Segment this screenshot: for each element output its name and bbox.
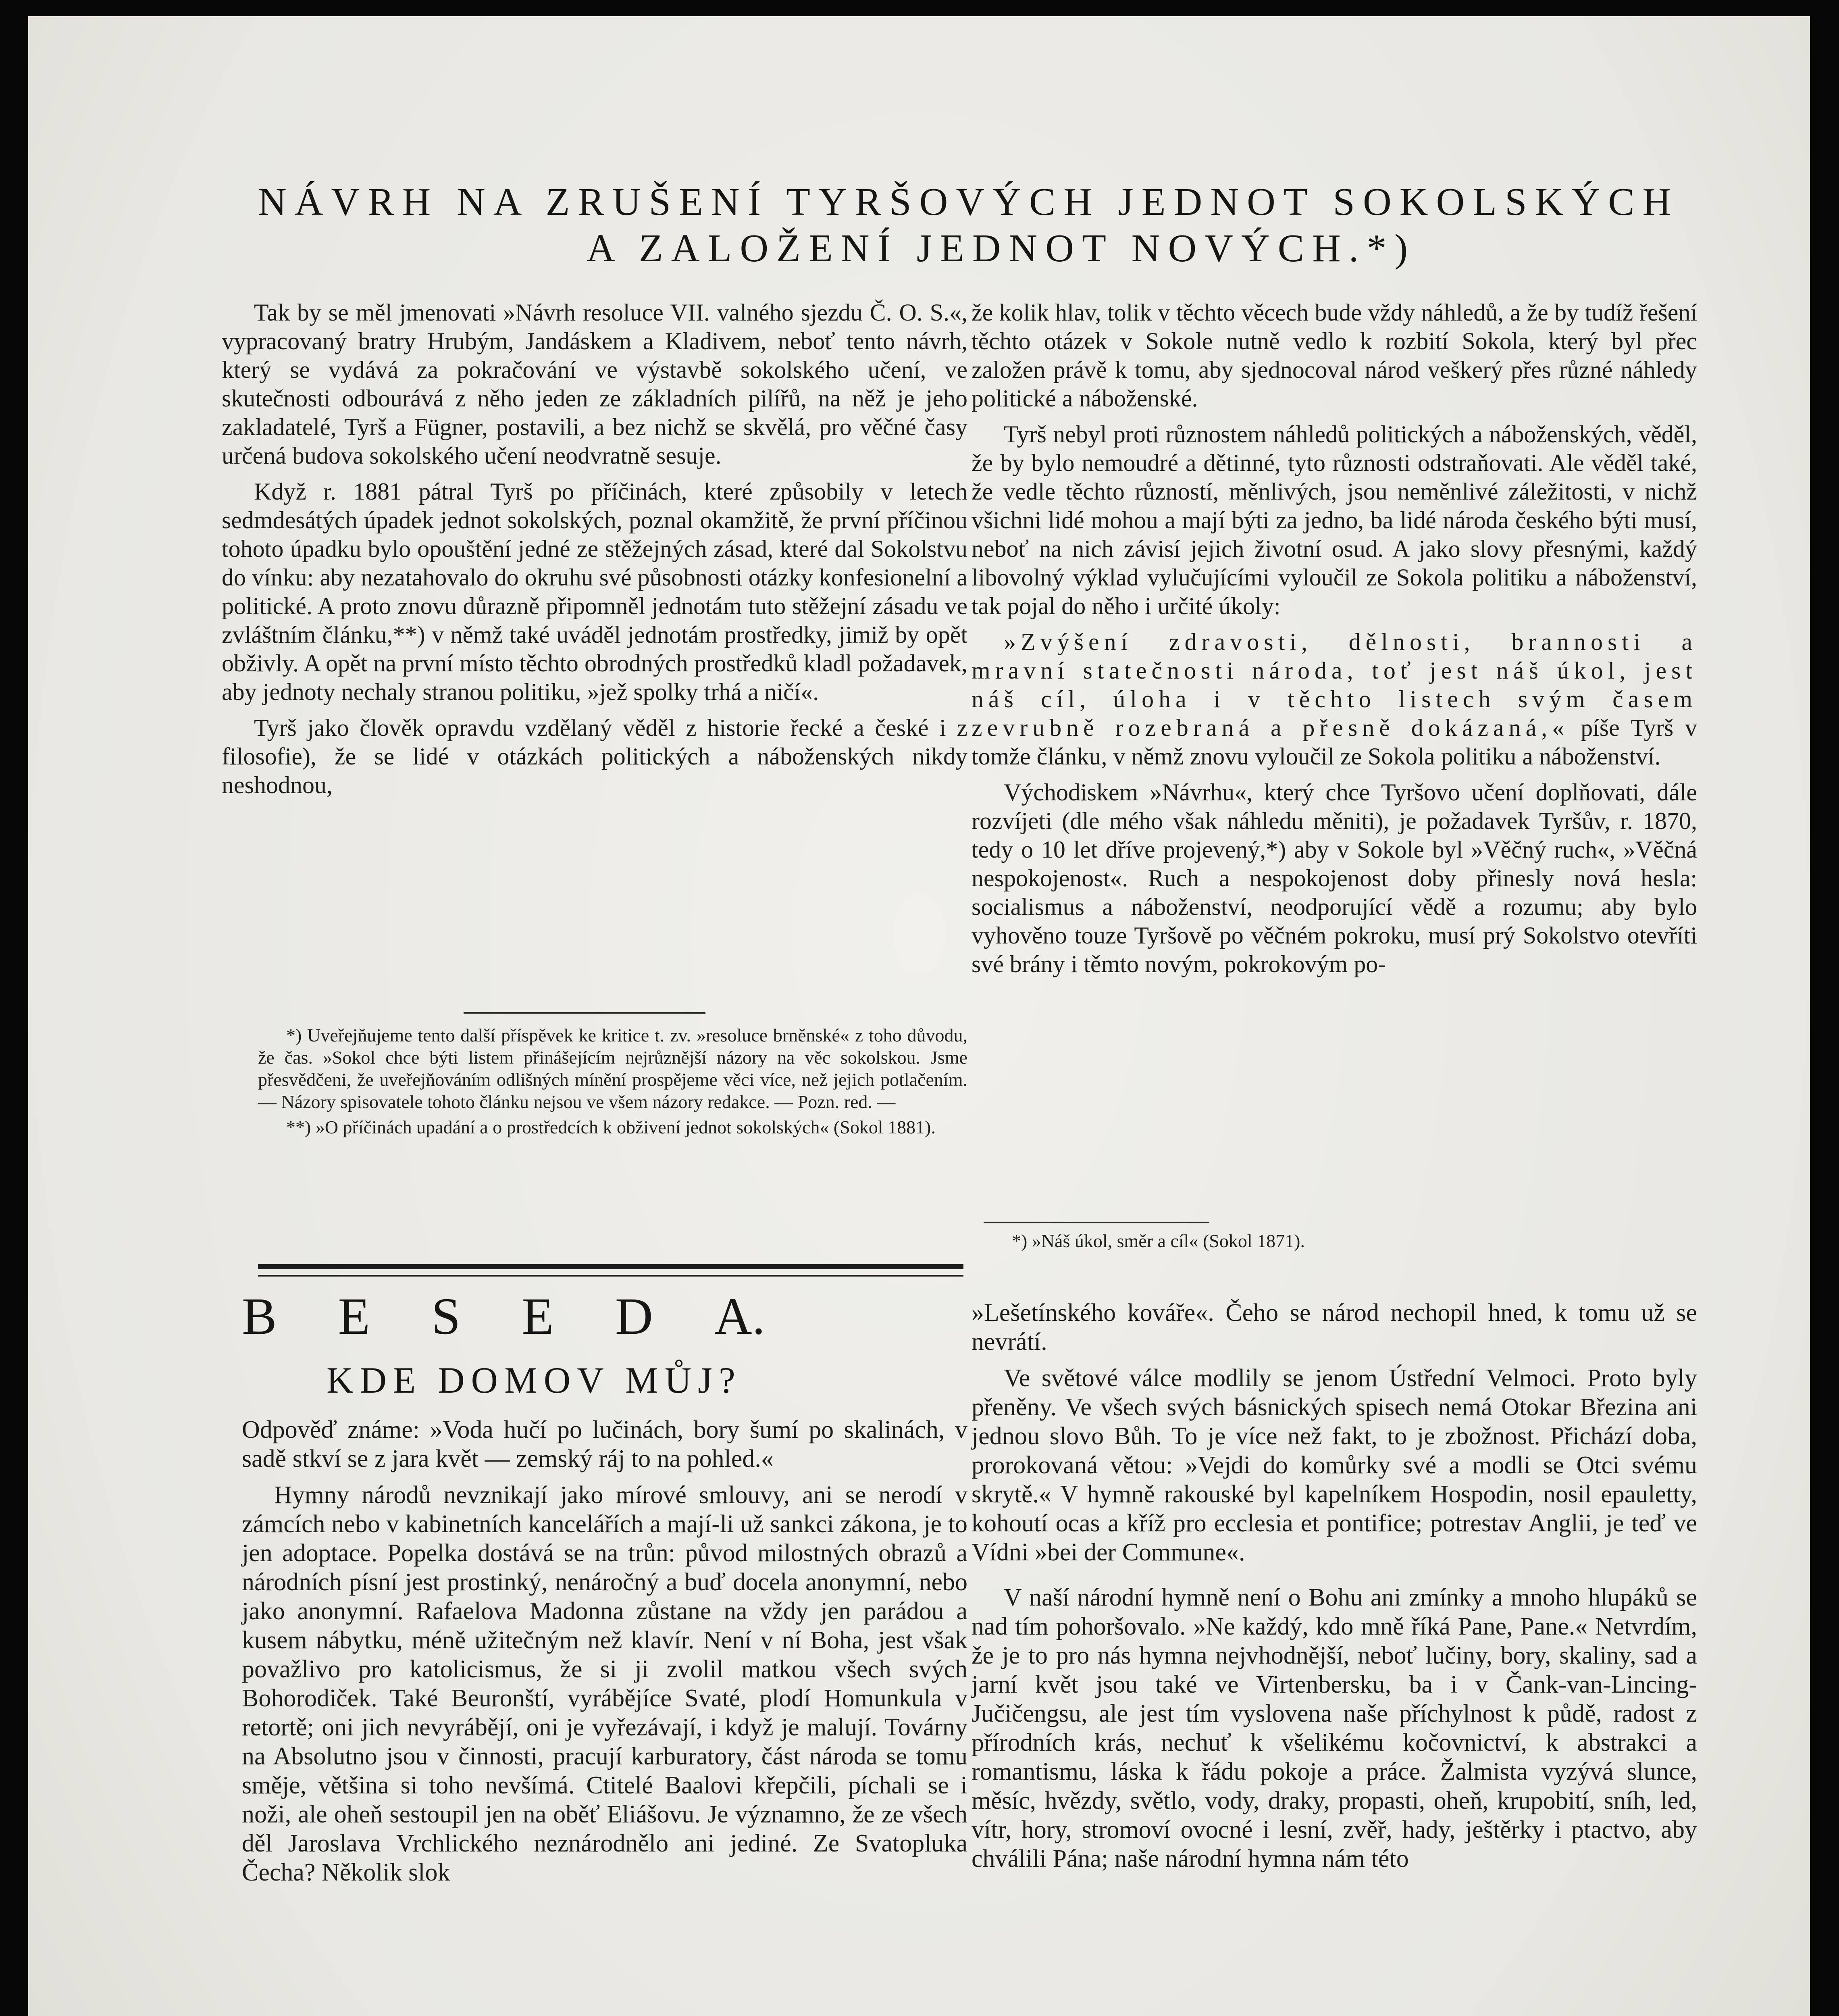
article-title-line-1: NÁVRH NA ZRUŠENÍ TYRŠOVÝCH JEDNOT SOKOLSKÝCH <box>258 180 1679 224</box>
article-paragraph: že kolik hlav, tolik v těchto věcech bude vždy náhledů, a že by tudíž řešení těchto otázek v Sokole nutně vedlo k rozbití Sokola, který byl přec založen právě k tomu, aby sjednocoval národ veškerý přes různé náhledy politické a náboženské. <box>972 299 1697 412</box>
footnote: *) »Náš úkol, směr a cíl« (Sokol 1871). <box>1012 1231 1305 1251</box>
footnote: **) »O příčinách upadání a o prostředcích k obživení jednot sokolských« (Sokol 1881). <box>286 1117 936 1137</box>
article-paragraph: Východiskem »Návrhu«, který chce Tyršovo učení doplňovati, dále rozvíjeti (dle mého však náhledu měniti), je požadavek Tyršův, r. 1870, tedy o 10 let dříve projevený,*) aby v Sokole byl »Věčný ruch«, »Věčná nespokojenost«. Ruch a nespokojenost doby přinesly nová hesla: socialismus a náboženství, neodporující vědě a rozumu; aby bylo vyhověno touze Tyršově po věčném pokroku, musí prý Sokolstvo otevříti své brány i těmto novým, pokrokovým po- <box>972 779 1697 977</box>
quote-tail-text: píše Tyrš v tomže článku, v němž znovu vyloučil ze Sokola politiku a náboženství. <box>972 714 1698 770</box>
article-right-column <box>972 298 1697 986</box>
beseda-left-column <box>242 1415 967 1894</box>
beseda-subtitle: KDE DOMOV MŮJ? <box>327 1360 742 1401</box>
beseda-right-column <box>972 1298 1697 1881</box>
article-paragraph: Tyrš jako člověk opravdu vzdělaný věděl z historie řecké a české i z filosofie), že se lidé v otázkách politických a náboženských nikdy neshodnou, <box>222 714 967 798</box>
article-paragraph: Tak by se měl jmenovati »Návrh resoluce VII. valného sjezdu Č. O. S.«, vypracovaný bratry Hrubým, Jandáskem a Kladivem, neboť tento návrh, který se vydává za pokračování ve výstavbě sokolského učení, ve skutečnosti odbourává z něho jeden ze základních pilířů, na něž je jeho zakladatelé, Tyrš a Fügner, postavili, a bez nichž se skvělá, pro věčné časy určená budova sokolského učení neodvratně sesuje. <box>222 299 967 469</box>
heading-letter: B <box>242 1287 277 1345</box>
section-rule-thin <box>258 1275 963 1277</box>
heading-letter: A. <box>714 1287 766 1345</box>
article-title-line-2: A ZALOŽENÍ JEDNOT NOVÝCH.*) <box>587 227 1416 270</box>
footnote-divider <box>464 1012 705 1014</box>
article-quote <box>972 628 1697 771</box>
heading-letter: E <box>522 1287 554 1345</box>
beseda-paragraph: Hymny národů nevznikají jako mírové smlouvy, ani se nerodí v zámcích nebo v kabinetních kancelářích a mají-li už sankci zákona, je to jen adoptace. Popelka dostává se na trůn: původ milostných obrazů a národních písní jest prostinký, nenáročný a buď docela anonymní, nebo jako anonymní. Rafaelova Madonna zůstane na vždy jen parádou a kusem nábytku, méně užitečným než klavír. Není v ní Boha, jest však považlivo pro katolicismus, že si ji zvolil matkou všech svých Bohorodiček. Také Beuronští, vyrábějíce Svaté, plodí Homunkula v retortě; oni jich nevyrábějí, oni je vyřezávají, i když je malují. Továrny na Absolutno jsou v činnosti, pracují karburatory, část národa se tomu směje, většina si toho nevšímá. Ctitelé Baalovi křepčili, píchali se i noži, ale oheň sestoupil jen na oběť Eliášovu. Je významno, že ze všech děl Jaroslava Vrchlického neznárodnělo ani jediné. Ze Svatopluka Čecha? Několik slok <box>242 1481 967 1886</box>
heading-letter: D <box>615 1287 653 1345</box>
section-rule-thick <box>258 1264 963 1269</box>
article-left-column <box>222 298 967 807</box>
article-left-footnotes <box>258 1024 967 1141</box>
heading-letter: S <box>431 1287 461 1345</box>
footnote-divider <box>984 1222 1209 1223</box>
heading-letter: E <box>338 1287 370 1345</box>
article-paragraph: Tyrš nebyl proti různostem náhledů politických a náboženských, věděl, že by bylo nemoudré a dětinné, tyto různosti odstraňovati. Ale věděl také, že vedle těchto růzností, měnlivých, jsou neměnlivé záležitosti, v nichž všichni lidé mohou a mají býti za jedno, ba lidé národa českého býti musí, neboť na nich závisí jejich životní osud. A jako slovy přesnými, každý libovolný výklad vylučujícími vyloučil ze Sokola politiku a náboženství, tak pojal do něho i určité úkoly: <box>972 421 1697 619</box>
beseda-paragraph: Odpověď známe: »Voda hučí po lučinách, bory šumí po skalinách, v sadě stkví se z jara květ — zemský ráj to na pohled.« <box>242 1416 967 1472</box>
newspaper-page <box>28 16 1810 2016</box>
beseda-paragraph: Ve světové válce modlily se jenom Ústřední Velmoci. Proto byly přeněny. Ve všech svých básnických spisech nemá Otokar Březina ani jednou slovo Bůh. To je více než fakt, to je zbožnost. Přichází doba, prorokovaná větou: »Vejdi do komůrky své a modli se Otci svému skrytě.« V hymně rakouské byl kapelníkem Hospodin, nosil epauletty, kohoutí ocas a kříž pro ecclesia et pontifice; potrestav Anglii, je teď ve Vídni »bei der Commune«. <box>972 1364 1697 1566</box>
article-paragraph: Když r. 1881 pátral Tyrš po příčinách, které způsobily v letech sedmdesátých úpadek jednot sokolských, poznal okamžitě, že první příčinou tohoto úpadku bylo opouštění jedné ze stěžejných zásad, které dal Sokolstvu do vínku: aby nezatahovalo do okruhu své působnosti otázky konfesionelní a politické. A proto znovu důrazně připomněl jednotám tuto stěžejní zásadu ve zvláštním článku,**) v němž také uváděl jednotám prostředky, jimiž by opět obživly. A opět na první místo těchto obrodných prostředků kladl požadavek, aby jednoty nechaly stranou politiku, »jež spolky trhá a ničí«. <box>222 478 967 705</box>
footnote: *) Uveřejňujeme tento další příspěvek ke kritice t. zv. »resoluce brněnské« z toho důvodu, že čas. »Sokol chce býti listem přinášejícím nejrůznější názory na věc sokolskou. Jsme přesvědčeni, že uveřejňováním odlišných mínění prospějeme věci více, než jejich potlačením. — Názory spisovatele tohoto článku nejsou ve všem názory redakce. — Pozn. red. — <box>258 1025 967 1112</box>
beseda-paragraph: »Lešetínského kováře«. Čeho se národ nechopil hned, k tomu už se nevrátí. <box>972 1299 1697 1356</box>
beseda-heading <box>242 1286 765 1347</box>
quote-spaced-text: »Zvýšení zdravosti, dělnosti, brannosti a mravní statečnosti národa, toť jest náš úkol, jest náš cíl, úloha i v těchto listech svým časem zevrubně rozebraná a přesně dokázaná,« <box>972 629 1697 741</box>
article-right-footnote <box>984 1230 1693 1255</box>
beseda-paragraph: V naší národní hymně není o Bohu ani zmínky a mnoho hlupáků se nad tím pohoršovalo. »Ne každý, kdo mně říká Pane, Pane.« Netvrdím, že je to pro nás hymna nejvhodnější, neboť lučiny, bory, skaliny, sad a jarní květ jsou také ve Virtenbersku, ba i v Čank-van-Lincing-Jučičengsu, ale jest tím vyslovena naše příchylnost k půdě, radost z přírodních krás, nechuť k všelikému kočovnictví, k abstrakci a romantismu, láska k řádu pokoje a práce. Žalmista vyzývá slunce, měsíc, hvězdy, světlo, vody, draky, propasti, oheň, krupobití, sníh, led, vítr, hory, stromoví ovocné i lesní, zvěř, hady, ještěrky i ptactvo, aby chválili Pána; naše národní hymna nám této <box>972 1584 1697 1872</box>
